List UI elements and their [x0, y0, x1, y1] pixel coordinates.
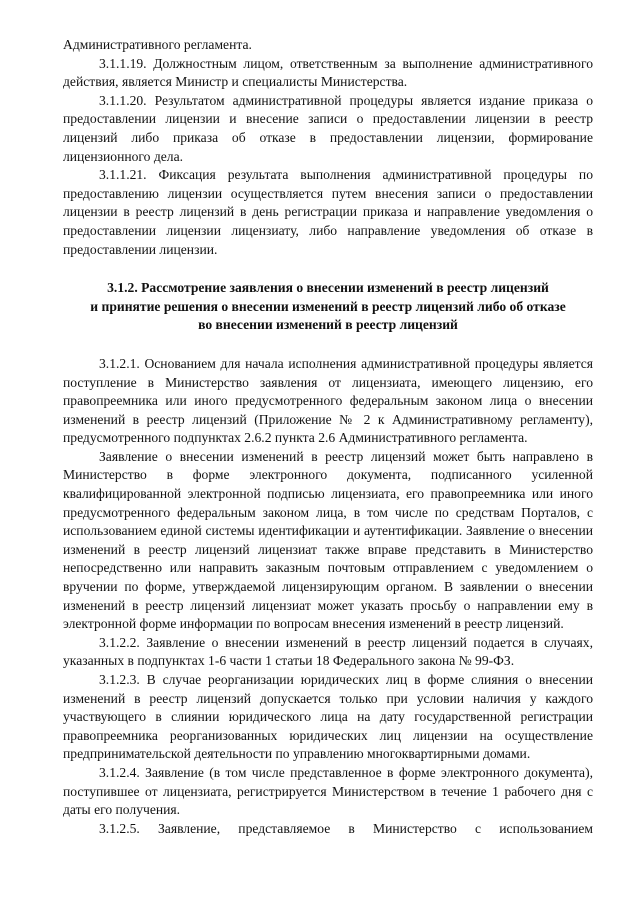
heading-line-2: и принятие решения о внесении изменений в реестр лицензий либо об отказе — [90, 298, 566, 314]
paragraph-3-1-2-5: 3.1.2.5. Заявление, представляемое в Министерство с использованием — [99, 820, 593, 836]
section-heading-3-1-2 — [63, 279, 593, 335]
paragraph-3-1-2-3: 3.1.2.3. В случае реорганизации юридических лиц в форме слияния о внесении изменений в реестр лицензий допускается только при условии наличия у каждого участвующего в слиянии юридического лица на дату государственной регистрации правопреемника реорганизованных юридических лиц лицензии на осуществление предпринимательской деятельности по управлению многоквартирными домами. — [63, 672, 593, 762]
paragraph-3-1-2-4: 3.1.2.4. Заявление (в том числе представленное в форме электронного документа), поступившее от лицензиата, регистрируется Министерством в течение 1 рабочего дня с даты его получения. — [63, 764, 593, 818]
heading-line-3: во внесении изменений в реестр лицензий — [198, 317, 458, 333]
paragraph-3-1-1-19: 3.1.1.19. Должностным лицом, ответственным за выполнение административного действия, является Министр и специалисты Министерства. — [63, 55, 593, 90]
paragraph-3-1-2-1: 3.1.2.1. Основанием для начала исполнения административной процедуры является поступление в Министерство заявления от лицензиата, имеющего лицензию, его правопреемника или иного предусмотренного федеральным законом лица о внесении изменений в реестр лицензий (Приложение № 2 к Административному регламенту), предусмотренного подпунктах 2.6.2 пункта 2.6 Административного регламента. — [63, 355, 593, 446]
paragraph-electronic-submission: Заявление о внесении изменений в реестр лицензий может быть направлено в Министерство в форме электронного документа, подписанного усиленной квалифицированной электронной подписью лицензиата, его правопреемника или иного предусмотренного федеральным законом лица, в том числе по средствам Порталов, с использованием единой системы идентификации и аутентификации. Заявление о внесении изменений в реестр лицензий лицензиат также вправе представить в Министерство непосредственно или направить заказным почтовым отправлением с уведомлением о вручении по форме, утверждаемой лицензирующим органом. В заявлении о внесении изменений в реестр лицензий лицензиат может указать просьбу о направлении ему в электронной форме информации по вопросам внесения изменений в реестр лицензий. — [63, 448, 593, 632]
paragraph-continuation: Административного регламента. — [63, 37, 252, 52]
paragraph-3-1-2-2: 3.1.2.2. Заявление о внесении изменений в реестр лицензий подается в случаях, указанных в подпунктах 1-6 части 1 статьи 18 Федерального закона № 99-ФЗ. — [63, 634, 593, 669]
paragraph-3-1-1-21: 3.1.1.21. Фиксация результата выполнения административной процедуры по предоставлению лицензии осуществляется путем внесения записи о предоставлении лицензии в реестр лицензий в день регистрации приказа и направление уведомления о предоставлении лицензии лицензиату, либо направление уведомления об отказе в предоставлении лицензии. — [63, 167, 593, 257]
paragraph-3-1-1-20: 3.1.1.20. Результатом административной процедуры является издание приказа о предоставлении лицензии и внесение записи о предоставлении лицензии в реестр лицензий либо приказа об отказе в предоставлении лицензии, формирование лицензионного дела. — [63, 92, 593, 164]
heading-line-1: 3.1.2. Рассмотрение заявления о внесении изменений в реестр лицензий — [107, 280, 549, 296]
